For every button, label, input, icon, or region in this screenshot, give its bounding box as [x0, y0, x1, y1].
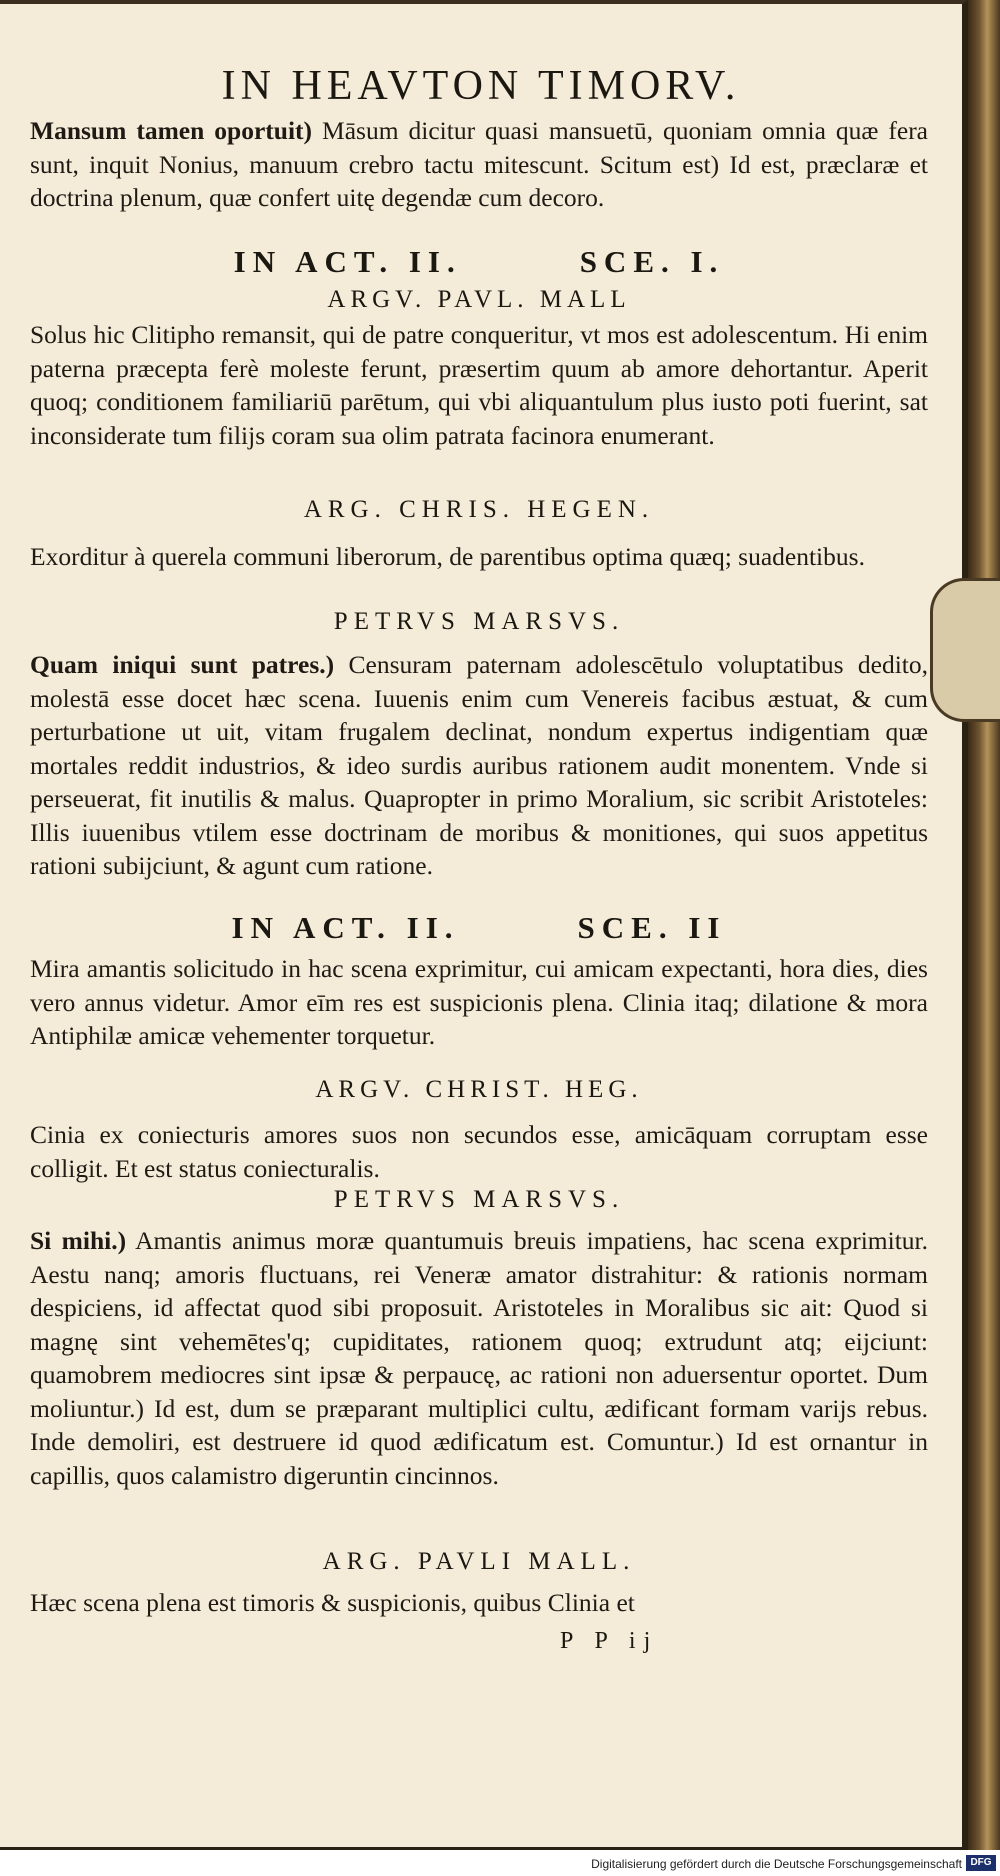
arg-chris-hegen-text: Exorditur à querela communi liberorum, de parentibus optima quæq; suadentibus. [30, 542, 865, 571]
petrus-marsus-1-text: Censuram paternam adolescētulo voluptatibus dedito, molestā esse docet hæc scena. Iuuenis enim cum Venereis facibus æstuat, & cum perturbatione ut uit, vitam frugalem declinat, nondum expertus indigentiam quæ mortales reddit industrios, & ideo surdis auribus rationem audit monentem. Vnde si perseuerat, fit inutilis & malus. Quapropter in primo Moralium, sic scribit Aristoteles: Illis iuuenibus vtilem esse doctrinam de moribus & monitiones, qui suos appetitus rationi subijciunt, & agunt cum ratione. [30, 650, 929, 880]
intro-lead: Mansum tamen oportuit) [30, 116, 313, 145]
arg-pauli-mall-heading: ARG. PAVLI MALL. [322, 1548, 636, 1575]
petrus-marsus-1-lead: Quam iniqui sunt patres.) [30, 650, 335, 679]
arg-chris-hegen-heading: ARG. CHRIS. HEGEN. [303, 496, 655, 523]
book-clasp [930, 578, 1000, 722]
petrus-marsus-1-heading: PETRVS MARSVS. [333, 608, 625, 635]
digitization-footer [0, 1850, 1000, 1876]
petrus-marsus-1-paragraph [30, 648, 928, 883]
petrus-marsus-2-text: Amantis animus moræ quantumuis breuis impatiens, hac scena exprimitur. Aestu nanq; amoris fluctuans, rei Veneræ amator distrahitur: & rationis normam despiciens, id affectat quod sibi proposuit. Aristoteles in Moralibus sic ait: Quod si magnę sint vehemētes'q; cupiditates, rationem quoq; extrudunt atq; eijciunt: quamobrem mediocres sint ipsæ & perpaucę, ac rationi non aduersentur oportet. Dum moliuntur.) Id est, dum se præparant multiplici cultu, ædificant formam varijs rebus. Inde demoliri, est destruere id quod ædificatum est. Comuntur.) Id est ornantur in capillis, quos calamistro digeruntin cincinnos. [30, 1226, 928, 1490]
petrus-marsus-2-lead: Si mihi.) [30, 1226, 127, 1255]
arg-pauli-mall-text: Hæc scena plena est timoris & suspicionis, quibus Clinia et [30, 1588, 635, 1617]
arg-paul-mall-heading: ARGV. PAVL. MALL [327, 286, 631, 313]
arg-christ-heg-heading: ARGV. CHRIST. HEG. [315, 1076, 643, 1103]
petrus-marsus-2-heading: PETRVS MARSVS. [333, 1186, 625, 1213]
act2-scene2-heading: IN ACT. II. SCE. II [231, 910, 727, 945]
footer-credit: Digitalisierung gefördert durch die Deutsche Forschungsgemeinschaft [591, 1857, 962, 1871]
arg-christ-heg-text: Cinia ex coniecturis amores suos non secundos esse, amicāquam corruptam esse colligit. Et est status coniecturalis. [30, 1120, 928, 1183]
dfg-logo-icon: DFG [966, 1855, 996, 1871]
intro-paragraph [30, 114, 928, 215]
petrus-marsus-2-paragraph [30, 1224, 928, 1492]
act2-scene1-heading: IN ACT. II. SCE. I. [233, 244, 725, 279]
intro-text: Māsum dicitur quasi mansuetū, quoniam omnia quæ fera sunt, inquit Nonius, manuum crebro tactu mitescunt. Scitum est) Id est, præclaræ et doctrina plenum, quæ confert uitę degendæ cum decoro. [30, 116, 928, 212]
act2-scene2-text: Mira amantis solicitudo in hac scena exprimitur, cui amicam expectanti, hora dies, dies vero annus videtur. Amor eīm res est suspicionis plena. Clinia itaq; dilatione & mora Antiphilæ amicæ vehementer torquetur. [30, 954, 928, 1050]
arg-paul-mall-text: Solus hic Clitipho remansit, qui de patre conqueritur, vt mos est adolescentum. Hi enim paterna præcepta ferè moleste ferunt, præsertim quum ab amore dehortantur. Aperit quoq; conditionem familiariū parētum, qui vbi aliquantulum plus iusto poti fuerint, sat inconsiderate tum filijs coram sua olim patrata facinora enumerant. [30, 320, 928, 450]
book-spine-edge [968, 0, 1000, 1850]
signature-mark: P P ij [560, 1628, 659, 1654]
page-title: IN HEAVTON TIMORV. [221, 63, 741, 109]
